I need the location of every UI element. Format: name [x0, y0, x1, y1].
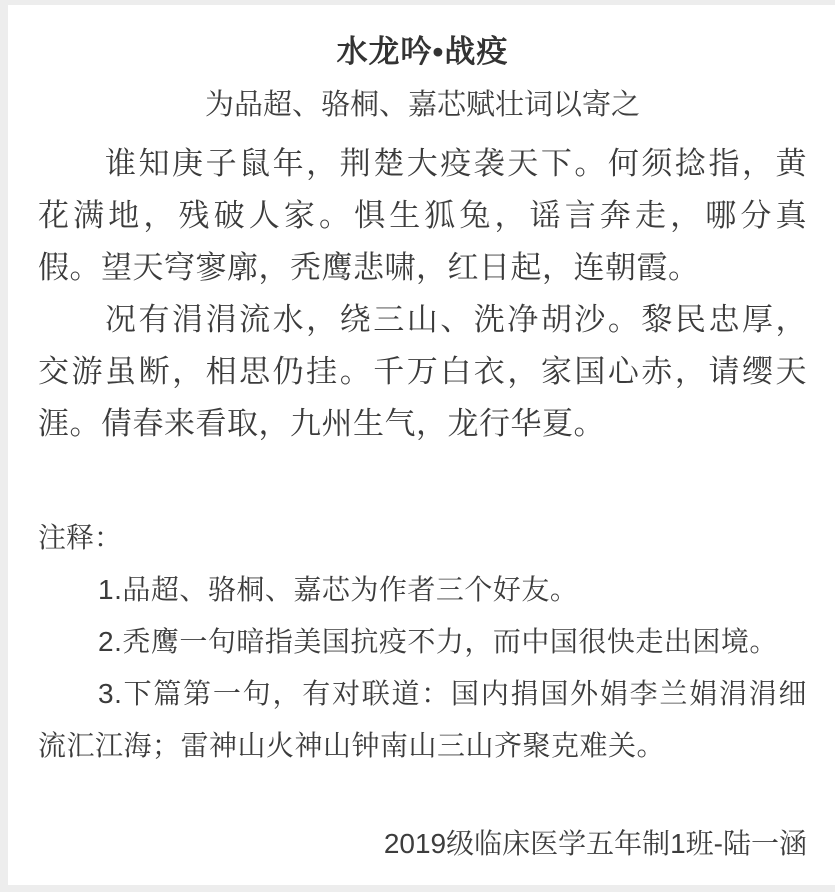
- note-line: 流汇江海；雷神山火神山钟南山三山齐聚克难关。: [38, 730, 666, 761]
- poem-body: [38, 138, 807, 450]
- notes-heading: 注释：: [38, 522, 123, 553]
- page-title: 水龙吟•战疫: [336, 34, 509, 69]
- poem-line: 谁知庚子鼠年，荆楚大疫袭天下。何须捻指，黄: [105, 146, 807, 181]
- notes-list: [38, 564, 807, 772]
- author-signature: 2019级临床医学五年制1班-陆一涵: [383, 828, 807, 859]
- poem-line: 况有涓涓流水，绕三山、洗净胡沙。黎民忠厚，: [105, 302, 807, 337]
- note-line: 3.下篇第一句，有对联道：国内捐国外娟李兰娟涓涓细: [98, 678, 807, 709]
- poem-line: 花满地，残破人家。惧生狐兔，谣言奔走，哪分真: [38, 198, 807, 233]
- poem-line: 涯。倩春来看取，九州生气，龙行华夏。: [38, 406, 605, 441]
- note-line: 2.秃鹰一句暗指美国抗疫不力，而中国很快走出困境。: [98, 626, 778, 657]
- document-page: [8, 5, 835, 885]
- dedication-subtitle: 为品超、骆桐、嘉芯赋壮词以寄之: [204, 89, 640, 121]
- poem-line: 交游虽断，相思仍挂。千万白衣，家国心赤，请缨天: [38, 354, 807, 389]
- poem-line: 假。望天穹寥廓，秃鹰悲啸，红日起，连朝霞。: [38, 250, 700, 285]
- note-line: 1.品超、骆桐、嘉芯为作者三个好友。: [98, 574, 579, 605]
